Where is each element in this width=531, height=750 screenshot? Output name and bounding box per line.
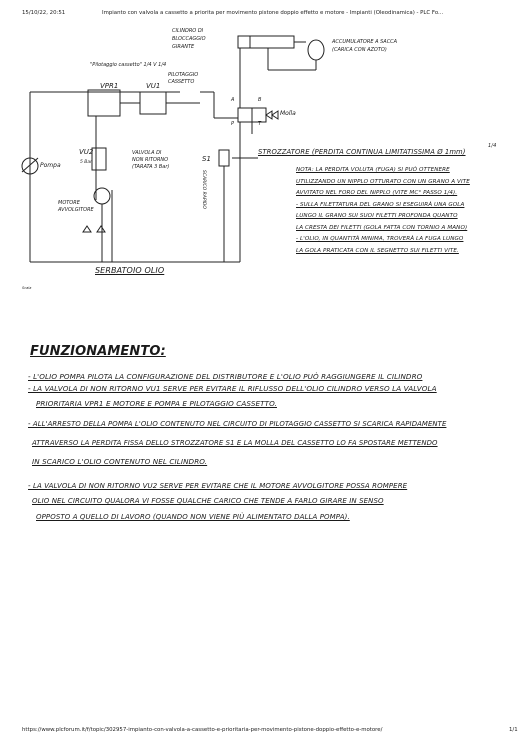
- vu1-label: VU1: [146, 82, 161, 90]
- funzionamento-line: - LA VALVOLA DI NON RITORNO VU1 SERVE PER EVITARE IL RIFLUSSO DELL'OLIO CILINDRO VERSO LA VALVOLA: [28, 384, 437, 393]
- funzionamento-line: OPPOSTO A QUELLO DI LAVORO (QUANDO NON VIENE PIÙ ALIMENTATO DALLA POMPA).: [36, 513, 350, 521]
- vu1-description: VALVOLA DI NON RITORNO (TARATA 3 Bar): [132, 150, 170, 170]
- funzionamento-line: - ALL'ARRESTO DELLA POMPA L'OLIO CONTENUTO NEL CIRCUITO DI PILOTAGGIO CASSETTO SI SCARICA RAPIDAMENTE: [28, 420, 447, 428]
- funzionamento-title: FUNZIONAMENTO:: [30, 344, 166, 359]
- vu2-valve-symbol: [92, 148, 106, 170]
- funzionamento-line: - LA VALVOLA DI NON RITORNO VU2 SERVE PER EVITARE CHE IL MOTORE AVVOLGITORE POSSA ROMPERE: [28, 482, 408, 490]
- vpr1-label: VPR1: [100, 82, 119, 90]
- note-line: - SULLA FILETTATURA DEL GRANO SI ESEGUIRÀ UNA GOLA: [296, 201, 465, 208]
- note-line: LA GOLA PRATICATA CON IL SEGNETTO SUI FILETTI VITE.: [296, 247, 459, 254]
- port-a-label: A: [231, 97, 235, 103]
- print-page-count: 1/1: [509, 727, 518, 733]
- note-line: AVVITATO NEL FORO DEL NIPPLO (VITE MC° PASSO 1/4).: [296, 190, 458, 196]
- tiny-label: Scala: [22, 286, 32, 290]
- print-page-title: Impianto con valvola a cassetto a priorita per movimento pistone doppio effetto e motore - Impianti (Oleodinamica) - PLC Fo...: [102, 10, 444, 16]
- spring-label: Molla: [280, 110, 296, 117]
- cylinder-label: CILINDRO DI BLOCCAGGIO GIRANTE: [172, 28, 206, 50]
- vu1-valve-symbol: [140, 92, 166, 114]
- s1-side-label: SCARICO RAPIDO: [201, 170, 206, 209]
- funzionamento-line: - L'OLIO POMPA PILOTA LA CONFIGURAZIONE DEL DISTRIBUTORE E L'OLIO PUÒ RAGGIUNGERE IL CILINDRO: [28, 372, 423, 381]
- note-line: LUNGO IL GRANO SUI SUOI FILETTI PROFONDA QUANTO: [296, 213, 458, 219]
- note-line: NOTA: LA PERDITA VOLUTA (FUGA) SI PUÒ OTTENERE: [296, 167, 450, 173]
- pump-label: Pompa: [40, 162, 61, 169]
- pilot-cassette-label: PILOTAGGIO CASSETTO: [168, 72, 199, 85]
- strozzatore-title: STROZZATORE (PERDITA CONTINUA LIMITATISSIMA Ø 1mm): [258, 148, 466, 156]
- note-line: - L'OLIO, IN QUANTITÀ MINIMA, TROVERÀ LA FUGA LUNGO: [296, 236, 464, 242]
- vpr1-valve-symbol: [88, 90, 120, 116]
- port-p-label: P: [231, 121, 235, 127]
- funzionamento-line: IN SCARICO L'OLIO CONTENUTO NEL CILINDRO.: [32, 457, 208, 466]
- vu2-pressure-label: 5 Bar: [80, 160, 92, 165]
- tank-label: SERBATOIO OLIO: [95, 266, 165, 275]
- vu2-label: VU2: [79, 148, 94, 156]
- s1-label: S1: [202, 155, 211, 163]
- funzionamento-line: ATTRAVERSO LA PERDITA FISSA DELLO STROZZATORE S1 E LA MOLLA DEL CASSETTO LO FA SPOSTARE METTENDO: [32, 439, 438, 447]
- accumulator-symbol: [308, 40, 324, 60]
- port-b-label: B: [258, 97, 262, 103]
- funzionamento-line: PRIORITARIA VPR1 E MOTORE E POMPA E PILOTAGGIO CASSETTO.: [36, 399, 277, 408]
- pilot-line-label: "Pilotaggio cassetto" 1/4 V 1/4: [90, 62, 167, 68]
- note-line: LA CRESTA DEI FILETTI (GOLA FATTA CON TORNIO A MANO): [296, 224, 468, 231]
- strozzatore-fraction: 1/4: [488, 143, 497, 149]
- port-t-label: T: [258, 121, 262, 127]
- s1-throttle-symbol: [219, 150, 229, 166]
- note-line: UTILIZZANDO UN NIPPLO OTTURATO CON UN GRANO A VITE: [296, 178, 470, 185]
- funzionamento-line: OLIO NEL CIRCUITO QUALORA VI FOSSE QUALCHE CARICO CHE TENDE A FARLO GIRARE IN SENSO: [32, 497, 384, 505]
- print-url: https://www.plcforum.it/f/topic/302957-impianto-con-valvola-a-cassetto-e-prioritaria-per-movimento-pistone-doppio-effetto-e-motore/: [22, 727, 383, 733]
- motor-label: MOTORE AVVOLGITORE: [58, 200, 94, 213]
- cylinder-symbol: [238, 36, 294, 48]
- accumulator-label: ACCUMULATORE A SACCA (CARICA CON AZOTO): [332, 39, 398, 53]
- print-timestamp: 15/10/22, 20:51: [22, 10, 66, 16]
- strozzatore-note: [296, 165, 524, 257]
